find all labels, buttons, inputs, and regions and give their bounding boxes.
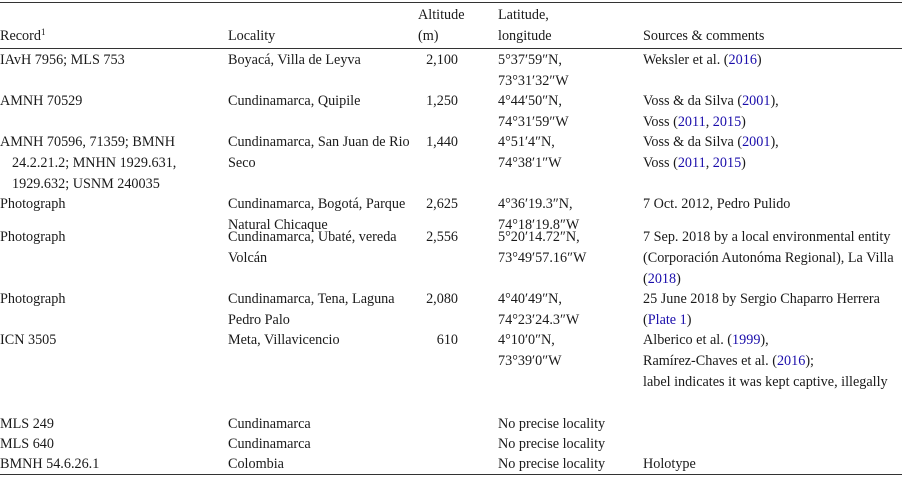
latitude: No precise locality [498,436,606,452]
source-text: 25 June 2018 by Sergio Chaparro Herrera ( [643,291,880,328]
latlon-cell [498,330,638,372]
altitude-cell: 2,080 [426,291,458,307]
sources-cell [643,227,898,290]
record-cell: AMNH 70529 [0,93,83,109]
source-text: ), [770,93,779,109]
source-text: Weksler et al. ( [643,52,729,68]
header-record: Record$^1$ [0,27,46,44]
locality-cell: Cundinamarca, Tena, Laguna Pedro Palo [228,291,395,328]
locality-cell: Cundinamarca, Bogotá, Parque Natural Chicaque [228,196,406,233]
longitude: 73°31′32″W [498,73,569,89]
latitude: 4°44′50″N, [498,93,562,109]
source-text: ), [770,134,779,150]
source-text: ) [756,52,762,68]
source-text: Alberico et al. ( [643,332,733,348]
source-line [643,50,898,71]
latlon-cell [498,434,638,455]
header-sources: Sources & comments [643,28,765,44]
citation-link[interactable]: 2016 [776,353,806,369]
sources-cell [643,194,898,215]
latlon-cell [498,132,638,174]
citation-link[interactable]: 2018 [647,271,677,287]
latitude: 5°20′14.72″N, [498,229,580,245]
locality-cell: Colombia [228,456,284,472]
source-text: , [705,114,713,130]
altitude-cell: 2,100 [426,52,458,68]
citation-link[interactable]: 2016 [728,52,757,68]
table-row [0,131,902,193]
latitude: No precise locality [498,416,606,432]
table-row [0,433,902,453]
latitude: 4°40′49″N, [498,291,562,307]
source-line [643,153,898,174]
table-row [0,193,902,233]
source-line [643,289,898,331]
latitude: No precise locality [498,456,606,472]
citation-link[interactable]: 2011 [677,155,706,171]
source-text: ) [686,312,692,328]
citation-link[interactable]: 2001 [742,134,771,150]
locality-cell: Meta, Villavicencio [228,332,340,348]
altitude-cell: 2,625 [426,196,458,212]
records-table [0,2,902,475]
header-altitude: Altitude (m) [418,7,465,44]
source-line [643,91,898,112]
altitude-cell: 1,440 [426,134,458,150]
record-cell: MLS 640 [0,436,54,452]
source-text: Voss ( [643,114,678,130]
source-text: ); [805,353,814,369]
altitude-cell: 610 [436,332,458,348]
footnote-marker[interactable]: 1 [40,27,46,37]
citation-link[interactable]: Plate 1 [647,312,687,328]
altitude-cell: 2,556 [426,229,458,245]
source-text: ) [676,271,681,287]
source-text: ) [741,155,746,171]
longitude: 74°18′19.8″W [498,217,580,233]
source-text: Holotype [643,456,696,472]
source-line [643,454,898,475]
sources-cell [643,289,898,331]
source-line [643,112,898,133]
table-row [0,288,902,329]
record-cell: MLS 249 [0,416,54,432]
source-text: ) [741,114,746,130]
record-cell: AMNH 70596, 71359; BMNH 24.2.21.2; MNHN 1929.631, 1929.632; USNM 240035 [0,134,177,192]
latitude: 5°37′59″N, [498,52,562,68]
latitude: 4°10′0″N, [498,332,555,348]
longitude: 74°23′24.3″W [498,312,580,328]
source-text: label indicates it was kept captive, illegally [643,374,888,390]
source-text: , [705,155,713,171]
source-text: ), [760,332,769,348]
locality-cell: Cundinamarca, Quipile [228,93,361,109]
locality-cell: Cundinamarca [228,416,311,432]
source-line [643,194,898,215]
table-row [0,453,902,474]
locality-cell: Boyacá, Villa de Leyva [228,52,361,68]
latlon-cell [498,50,638,92]
longitude: 73°39′0″W [498,353,562,369]
sources-cell [643,454,898,475]
locality-cell: Cundinamarca, San Juan de Rio Seco [228,134,410,171]
source-text: 7 Sep. 2018 by a local environmental entity (Corporación Autonóma Regional), La Villa ( [643,229,894,287]
table-header [0,3,902,49]
latlon-cell [498,227,638,269]
sources-cell [643,50,898,71]
source-line [643,351,898,372]
longitude: 74°31′59″W [498,114,569,130]
record-cell: Photograph [0,229,66,245]
source-text: Voss & da Silva ( [643,93,743,109]
source-line [643,227,898,290]
latitude: 4°51′4″N, [498,134,555,150]
table-row [0,49,902,90]
longitude: 74°38′1″W [498,155,562,171]
citation-link[interactable]: 2001 [742,93,771,109]
record-cell: Photograph [0,196,66,212]
latlon-cell [498,414,638,435]
source-text: Voss ( [643,155,678,171]
record-cell: BMNH 54.6.26.1 [0,456,100,472]
locality-cell: Cundinamarca, Ubaté, vereda Volcán [228,229,397,266]
table-row [0,329,902,413]
sources-cell [643,330,898,393]
latlon-cell [498,454,638,475]
table-row [0,90,902,131]
citation-link[interactable]: 2015 [712,114,742,130]
record-cell: Photograph [0,291,66,307]
source-text: Voss & da Silva ( [643,134,743,150]
source-line [643,132,898,153]
source-line [643,330,898,351]
latlon-cell [498,91,638,133]
citation-link[interactable]: 1999 [732,332,761,348]
table-row [0,413,902,433]
latitude: 4°36′19.3″N, [498,196,573,212]
citation-link[interactable]: 2011 [677,114,706,130]
source-text: Ramírez-Chaves et al. ( [643,353,777,369]
record-cell: ICN 3505 [0,332,57,348]
table-body [0,49,902,474]
source-line [643,372,898,393]
longitude: 73°49′57.16″W [498,250,587,266]
header-locality: Locality [228,28,276,44]
table-row [0,226,902,288]
latlon-cell [498,289,638,331]
source-text: 7 Oct. 2012, Pedro Pulido [643,196,791,212]
sources-cell [643,91,898,133]
altitude-cell: 1,250 [426,93,458,109]
sources-cell [643,132,898,174]
record-cell: IAvH 7956; MLS 753 [0,52,125,68]
citation-link[interactable]: 2015 [712,155,742,171]
header-latlon: Latitude, longitude [498,7,552,44]
locality-cell: Cundinamarca [228,436,311,452]
